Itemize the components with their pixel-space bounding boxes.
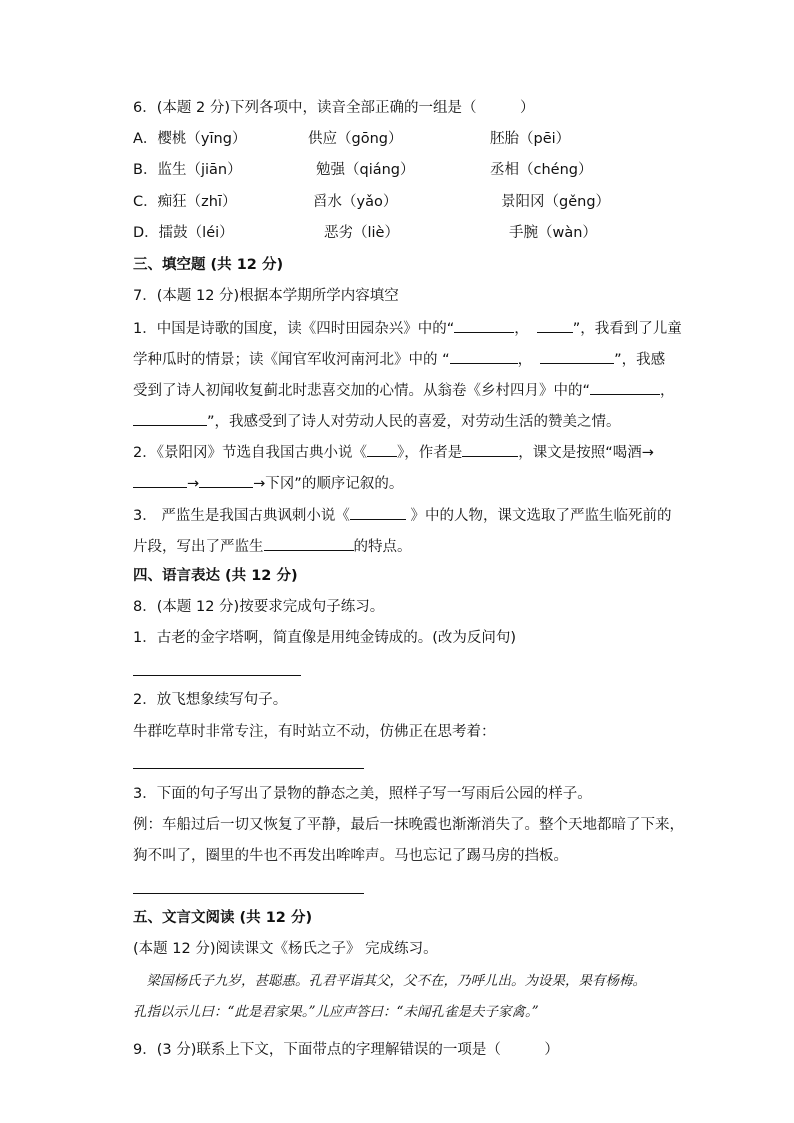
classical-text-line-1: 梁国杨氏子九岁，甚聪惠。孔君平诣其父，父不在，乃呼儿出。为设果，果有杨梅。 (133, 973, 646, 989)
q7-line-6 (133, 473, 403, 493)
q8-sentence-2-prompt: 牛群吃草时非常专注，有时站立不动，仿佛正在思考着： (133, 724, 496, 740)
q6-option-d-3: 手腕（wàn） (509, 225, 597, 241)
answer-blank[interactable] (133, 411, 207, 426)
q7-line-8 (133, 536, 412, 556)
answer-blank[interactable] (450, 349, 518, 364)
q7-line-7 (133, 505, 671, 525)
q6-option-a-2: 供应（gōng） (308, 131, 403, 147)
q9-title: 9．(3 分)联系上下文，下面带点的字理解错误的一项是（ ） (133, 1042, 559, 1058)
answer-line[interactable] (133, 893, 364, 894)
classical-text-line-2: 孔指以示儿曰：“此是君家果。”儿应声答曰：“未闻孔雀是夫子家禽。” (133, 1004, 539, 1020)
q7-line-4-text: ”，我感受到了诗人对劳动人民的喜爱，对劳动生活的赞美之情。 (207, 414, 621, 430)
q7-line-2-b: ， (517, 352, 533, 368)
section-4-heading: 四、语言表达 (共 12 分) (133, 568, 298, 584)
q6-option-c-3: 景阳冈（gěng） (501, 194, 611, 210)
section-3-heading: 三、填空题 (共 12 分) (133, 257, 284, 273)
answer-blank[interactable] (264, 536, 354, 551)
q6-option-d-1: D．擂鼓（léi） (133, 225, 234, 241)
q6-option-b-2: 勉强（qiáng） (316, 162, 415, 178)
q7-line-5-a: 2．《景阳冈》节选自我国古典小说《 (133, 445, 367, 461)
q7-line-5-b: 》，作者是 (396, 445, 463, 461)
section-5-heading: 五、文言文阅读 (共 12 分) (133, 910, 313, 926)
answer-blank[interactable] (454, 318, 514, 333)
q6-option-a-3: 胚胎（pēi） (490, 131, 571, 147)
q8-sentence-1: 1．古老的金字塔啊，简直像是用纯金铸成的。(改为反问句) (133, 630, 517, 646)
q7-line-8-a: 片段，写出了严监生 (133, 539, 264, 555)
q6-option-b-3: 丞相（chéng） (490, 162, 593, 178)
answer-blank[interactable] (537, 318, 573, 333)
q6-title: 6．(本题 2 分)下列各项中，读音全部正确的一组是（ ） (133, 100, 535, 116)
q7-line-2-c: ”，我感 (614, 352, 666, 368)
q7-line-1 (133, 318, 682, 338)
q7-line-6-b: →下冈”的顺序记叙的。 (253, 476, 404, 492)
answer-blank[interactable] (199, 473, 253, 488)
q7-line-1-a: 1．中国是诗歌的国度，读《四时田园杂兴》中的“ (133, 321, 455, 337)
answer-blank[interactable] (590, 380, 660, 395)
q6-option-a-1: A．樱桃（yīng） (133, 131, 247, 147)
q7-line-2 (133, 349, 665, 369)
q6-option-d-2: 恶劣（liè） (324, 225, 399, 241)
answer-line[interactable] (133, 768, 364, 769)
q8-sentence-2: 2．放飞想象续写句子。 (133, 692, 288, 708)
q8-example-line-2: 狗不叫了，圈里的牛也不再发出哞哞声。马也忘记了踢马房的挡板。 (133, 848, 568, 864)
q6-option-c-2: 舀水（yǎo） (313, 194, 398, 210)
q8-example-line-1: 例：车船过后一切又恢复了平静，最后一抹晚霞也渐渐消失了。整个天地都暗了下来， (133, 817, 684, 833)
q7-line-1-b: ， (514, 321, 529, 337)
q7-title: 7．(本题 12 分)根据本学期所学内容填空 (133, 288, 399, 304)
q7-line-3 (133, 380, 675, 400)
q8-title: 8．(本题 12 分)按要求完成句子练习。 (133, 599, 385, 615)
q7-line-1-c: ”，我看到了儿童 (572, 321, 682, 337)
q7-line-3-a: 受到了诗人初闻收复蓟北时悲喜交加的心情。从翁卷《乡村四月》中的“ (133, 383, 591, 399)
answer-blank[interactable] (350, 505, 406, 520)
answer-line[interactable] (133, 675, 301, 676)
q7-line-2-a: 学种瓜时的情景；读《闻官军收河南河北》中的 “ (133, 352, 450, 368)
answer-blank[interactable] (133, 473, 187, 488)
answer-blank[interactable] (367, 442, 397, 457)
q7-line-5-c: ，课文是按照“喝酒→ (518, 445, 654, 461)
q7-line-4 (133, 411, 621, 431)
q8-sentence-3: 3．下面的句子写出了景物的静态之美，照样子写一写雨后公园的样子。 (133, 786, 592, 802)
q7-line-7-a: 3． 严监生是我国古典讽刺小说《 (133, 508, 350, 524)
answer-blank[interactable] (462, 442, 518, 457)
q7-line-8-b: 的特点。 (353, 539, 412, 555)
q6-option-b-1: B．监生（jiān） (133, 162, 242, 178)
section-5-intro: (本题 12 分)阅读课文《杨氏之子》 完成练习。 (133, 941, 438, 957)
answer-blank[interactable] (540, 349, 614, 364)
q7-line-5 (133, 442, 654, 462)
q7-line-6-a: → (187, 476, 200, 492)
q7-line-3-b: ， (660, 383, 675, 399)
q7-line-7-b: 》中的人物，课文选取了严监生临死前的 (405, 508, 672, 524)
q6-option-c-1: C．痴狂（zhī） (133, 194, 237, 210)
